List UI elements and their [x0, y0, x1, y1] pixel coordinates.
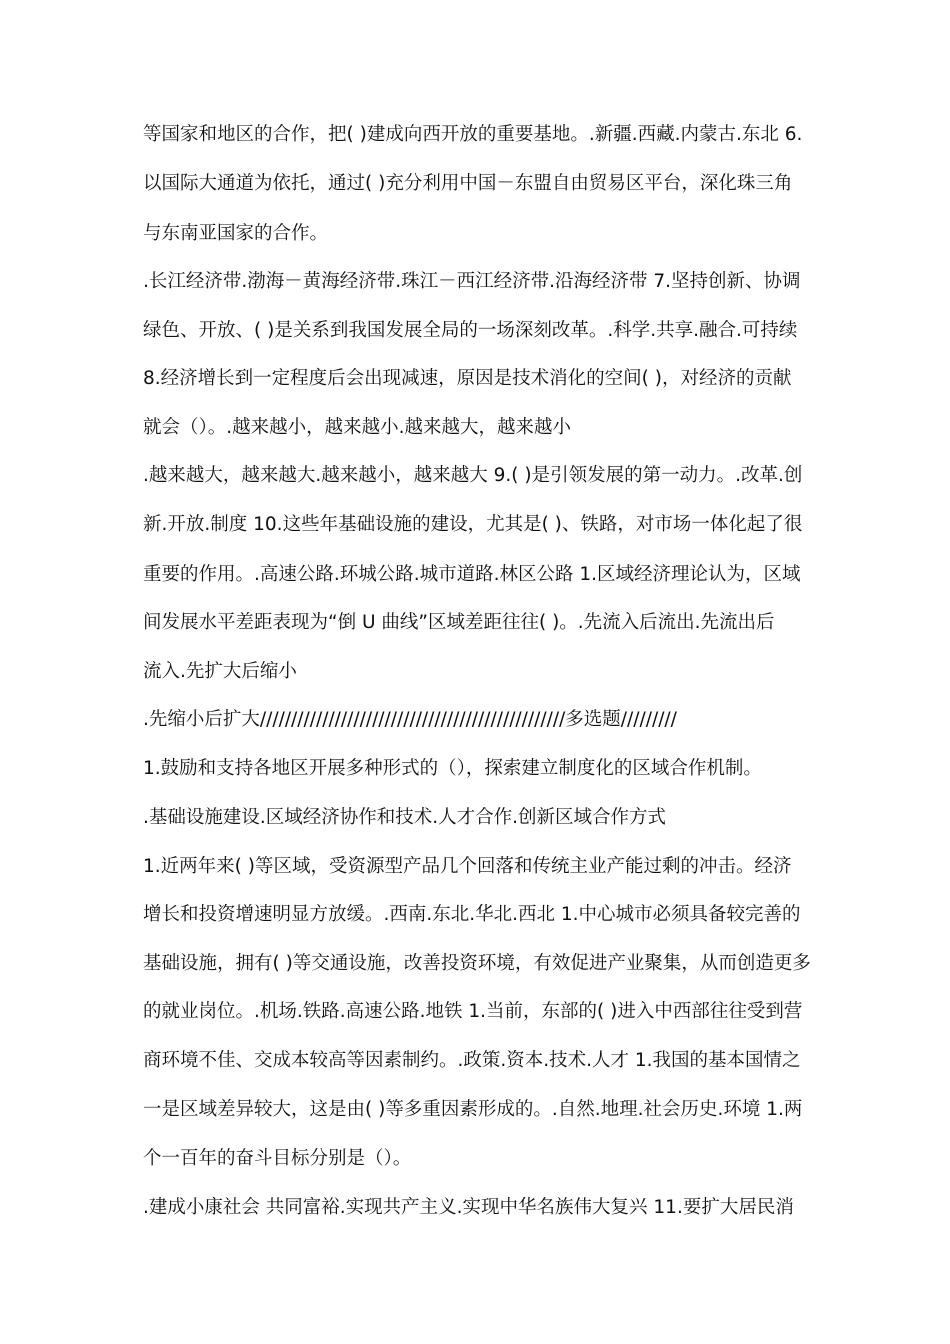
text-line: 商环境不佳、交成本较高等因素制约。.政策.资本.技术.人才 1.我国的基本国情之 — [143, 1050, 801, 1071]
text-line: 以国际大通道为依托，通过( )充分利用中国－东盟自由贸易区平台，深化珠三角 — [143, 173, 793, 194]
text-line: 1.鼓励和支持各地区开展多种形式的（），探索建立制度化的区域合作机制。 — [143, 758, 762, 779]
text-line: 增长和投资增速明显方放缓。.西南.东北.华北.西北 1.中心城市必须具备较完善的 — [143, 904, 801, 925]
text-line: .基础设施建设.区域经济协作和技术.人才合作.创新区域合作方式 — [143, 807, 667, 828]
text-line: 重要的作用。.高速公路.环城公路.城市道路.林区公路 1.区域经济理论认为，区域 — [143, 564, 801, 585]
text-line: 间发展水平差距表现为“倒 U 曲线”区域差距往往( )。.先流入后流出.先流出后 — [143, 612, 775, 633]
text-line: 基础设施，拥有( )等交通设施，改善投资环境，有效促进产业聚集，从而创造更多 — [143, 953, 811, 974]
text-line: 个一百年的奋斗目标分别是（）。 — [143, 1148, 412, 1169]
text-line: 新.开放.制度 10.这些年基础设施的建设，尤其是( )、铁路，对市场一体化起了很 — [143, 514, 803, 535]
text-line: 等国家和地区的合作，把( )建成向西开放的重要基地。.新疆.西藏.内蒙古.东北 6. — [143, 124, 803, 145]
text-line: 与东南亚国家的合作。 — [143, 223, 329, 244]
text-line: .建成小康社会 共同富裕.实现共产主义.实现中华名族伟大复兴 11.要扩大居民消 — [143, 1197, 794, 1218]
text-line: .先缩小后扩大/////////////////////////////////////////////////多选题///////// — [143, 709, 677, 730]
text-line: 的就业岗位。.机场.铁路.高速公路.地铁 1.当前，东部的( )进入中西部往往受到营 — [143, 1001, 803, 1022]
text-line: 流入.先扩大后缩小 — [143, 661, 297, 682]
text-line: .越来越大，越来越大.越来越小，越来越大 9.( )是引领发展的第一动力。.改革.创 — [143, 465, 803, 486]
text-line: 就会（）。.越来越小，越来越小.越来越大，越来越小 — [143, 417, 572, 438]
text-line: 8.经济增长到一定程度后会出现减速，原因是技术消化的空间( )，对经济的贡献 — [143, 368, 792, 389]
text-line: 1.近两年来( )等区域，受资源型产品几个回落和传统主业产能过剩的冲击。经济 — [143, 856, 792, 877]
text-line: 一是区域差异较大，这是由( )等多重因素形成的。.自然.地理.社会历史.环境 1.两 — [143, 1099, 803, 1120]
text-line: 绿色、开放、( )是关系到我国发展全局的一场深刻改革。.科学.共享.融合.可持续 — [143, 320, 798, 341]
text-line: .长江经济带.渤海－黄海经济带.珠江－西江经济带.沿海经济带 7.坚持创新、协调 — [143, 271, 801, 292]
